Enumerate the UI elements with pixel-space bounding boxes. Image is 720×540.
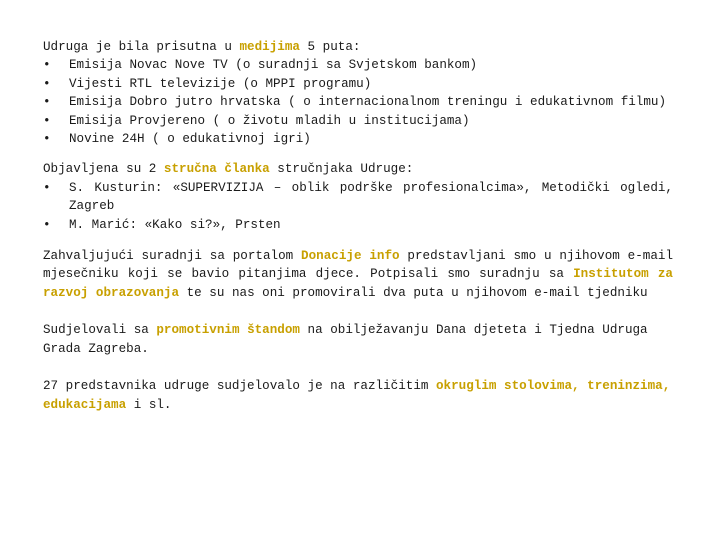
media-intro-tail: 5 puta: [299,40,361,54]
list-item [43,130,673,148]
events-keyword: okruglim stolovima, treninzima, edukacijama [43,379,671,412]
list-item-text: Vijesti RTL televizije (o MPPI programu) [69,76,372,91]
bullet-icon: • [43,217,51,232]
portal-keyword-2: Institutom za razvoj obrazovanja [43,267,673,300]
list-item-text: Novine 24H ( o edukativnoj igri) [69,132,311,147]
list-item-text: M. Marić: «Kako si?», Prsten [69,217,281,232]
stand-paragraph [43,321,673,358]
events-text-2: i sl. [126,397,172,412]
document-body [43,38,673,414]
portal-text-3: te su nas oni promovirali dva puta u njihovom e-mail tjedniku [179,285,648,300]
bullet-icon: • [43,76,51,91]
portal-keyword-1: Donacije info [301,249,400,264]
portal-paragraph [43,247,673,302]
media-intro [43,38,673,56]
list-item [43,216,673,234]
media-intro-text: Udruga je bila prisutna u [43,40,240,54]
stand-text-1: Sudjelovali sa [43,323,157,338]
list-item [43,56,673,74]
portal-text-2: predstavljani smo u njihovom e-mail mjesečniku koji se bavio pitanjima djece. Potpisali smo suradnju sa [43,249,673,282]
media-list [43,56,673,148]
stand-keyword: promotivnim štandom [156,323,300,338]
list-item [43,112,673,130]
bullet-icon: • [43,180,51,195]
bullet-icon: • [43,95,51,110]
events-paragraph [43,377,673,414]
list-item-text: S. Kusturin: «SUPERVIZIJA – oblik podrške profesionalcima», Metodički ogledi, Zagreb [69,180,673,214]
list-item [43,75,673,93]
media-keyword: medijima [239,40,300,54]
list-item-text: Emisija Novac Nove TV (o suradnji sa Svjetskom bankom) [69,58,478,73]
bullet-icon: • [43,132,51,147]
portal-text-1: Zahvaljujući suradnji sa portalom [43,249,302,264]
events-text-1: 27 predstavnika udruge sudjelovalo je na različitim [43,379,436,394]
articles-intro-text: Objavljena su 2 [43,162,164,177]
bullet-icon: • [43,58,51,73]
stand-text-2: na obilježavanju Dana djeteta i Tjedna Udruga Grada Zagreba. [43,323,648,356]
articles-intro [43,160,673,178]
articles-keyword: stručna članka [163,162,270,177]
list-item-text: Emisija Dobro jutro hrvatska ( o internacionalnom treningu i edukativnom filmu) [69,95,667,110]
bullet-icon: • [43,113,51,128]
articles-intro-tail: stručnjaka Udruge: [269,162,414,177]
list-item-text: Emisija Provjereno ( o životu mladih u institucijama) [69,113,470,128]
articles-list [43,179,673,234]
list-item [43,179,673,216]
list-item [43,93,673,111]
